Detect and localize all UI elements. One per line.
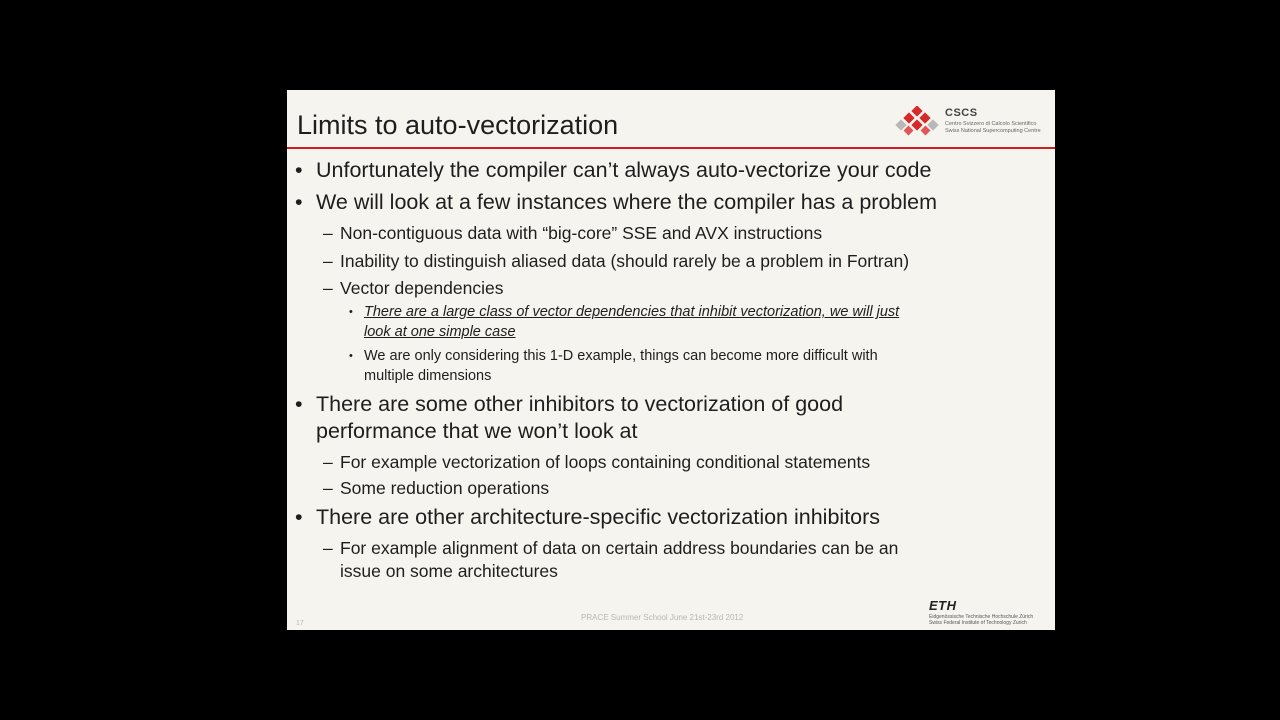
sub-bullet-text: For example vectorization of loops containing conditional statements [340,452,871,472]
eth-logo-subtitle-2: Swiss Federal Institute of Technology Zurich [929,620,1027,626]
eth-logo [927,598,1051,628]
sub-sub-bullet-continuation [364,324,516,340]
sub-bullet-marker: – [323,278,333,298]
sub-sub-bullet-text: multiple dimensions [364,368,492,384]
bullet-text: Unfortunately the compiler can’t always auto-vectorize your code [316,158,932,182]
sub-sub-bullet-text: There are a large class of vector dependencies that inhibit vectorization, we will just [364,304,900,320]
sub-sub-bullet-continuation [364,368,491,384]
sub-sub-bullet-marker: • [349,350,353,362]
sub-bullet-text: issue on some architectures [340,561,558,581]
sub-bullet-text: Non-contiguous data with “big-core” SSE and AVX instructions [340,223,823,243]
eth-logo-subtitle-1: Eidgenössische Technische Hochschule Zürich [929,614,1034,620]
bullet-continuation [316,419,637,444]
cscs-logo-subtitle-2: Swiss National Supercomputing Centre [945,128,1041,134]
presentation-slide [287,90,1055,630]
sub-bullet-text: Inability to distinguish aliased data (should rarely be a problem in Fortran) [340,251,910,271]
bullet-marker: • [295,505,303,529]
sub-bullet-text: Some reduction operations [340,478,550,498]
sub-bullet-marker: – [323,538,333,558]
sub-sub-bullet-text: We are only considering this 1-D example, things can become more difficult with [364,348,878,364]
bullet-text: We will look at a few instances where the compiler has a problem [316,190,938,214]
eth-logo-name: ETH [929,598,957,613]
sub-sub-bullet-marker: • [349,306,353,318]
slide-footer-text: PRACE Summer School June 21st-23rd 2012 [581,613,744,622]
sub-bullet-marker: – [323,478,333,498]
sub-sub-bullet-text: look at one simple case [364,324,516,340]
bullet-text: performance that we won’t look at [316,419,638,443]
bullet-text: There are other architecture-specific vectorization inhibitors [316,505,881,529]
bullet-marker: • [295,392,303,416]
sub-bullet-text: For example alignment of data on certain address boundaries can be an [340,538,899,558]
slide-page-number: 17 [296,620,304,627]
slide-title: Limits to auto-vectorization [297,110,619,140]
bullet-marker: • [295,190,303,214]
slide-body [287,90,1055,630]
bullet-text: There are some other inhibitors to vectorization of good [316,392,844,416]
bullet-marker: • [295,158,303,182]
sub-bullet-marker: – [323,251,333,271]
sub-bullet-marker: – [323,452,333,472]
sub-bullet-marker: – [323,223,333,243]
sub-bullet-text: Vector dependencies [340,278,504,298]
sub-bullet-continuation [340,561,558,582]
cscs-logo-subtitle-1: Centro Svizzero di Calcolo Scientifico [945,121,1037,127]
cscs-logo-name: CSCS [945,107,978,119]
